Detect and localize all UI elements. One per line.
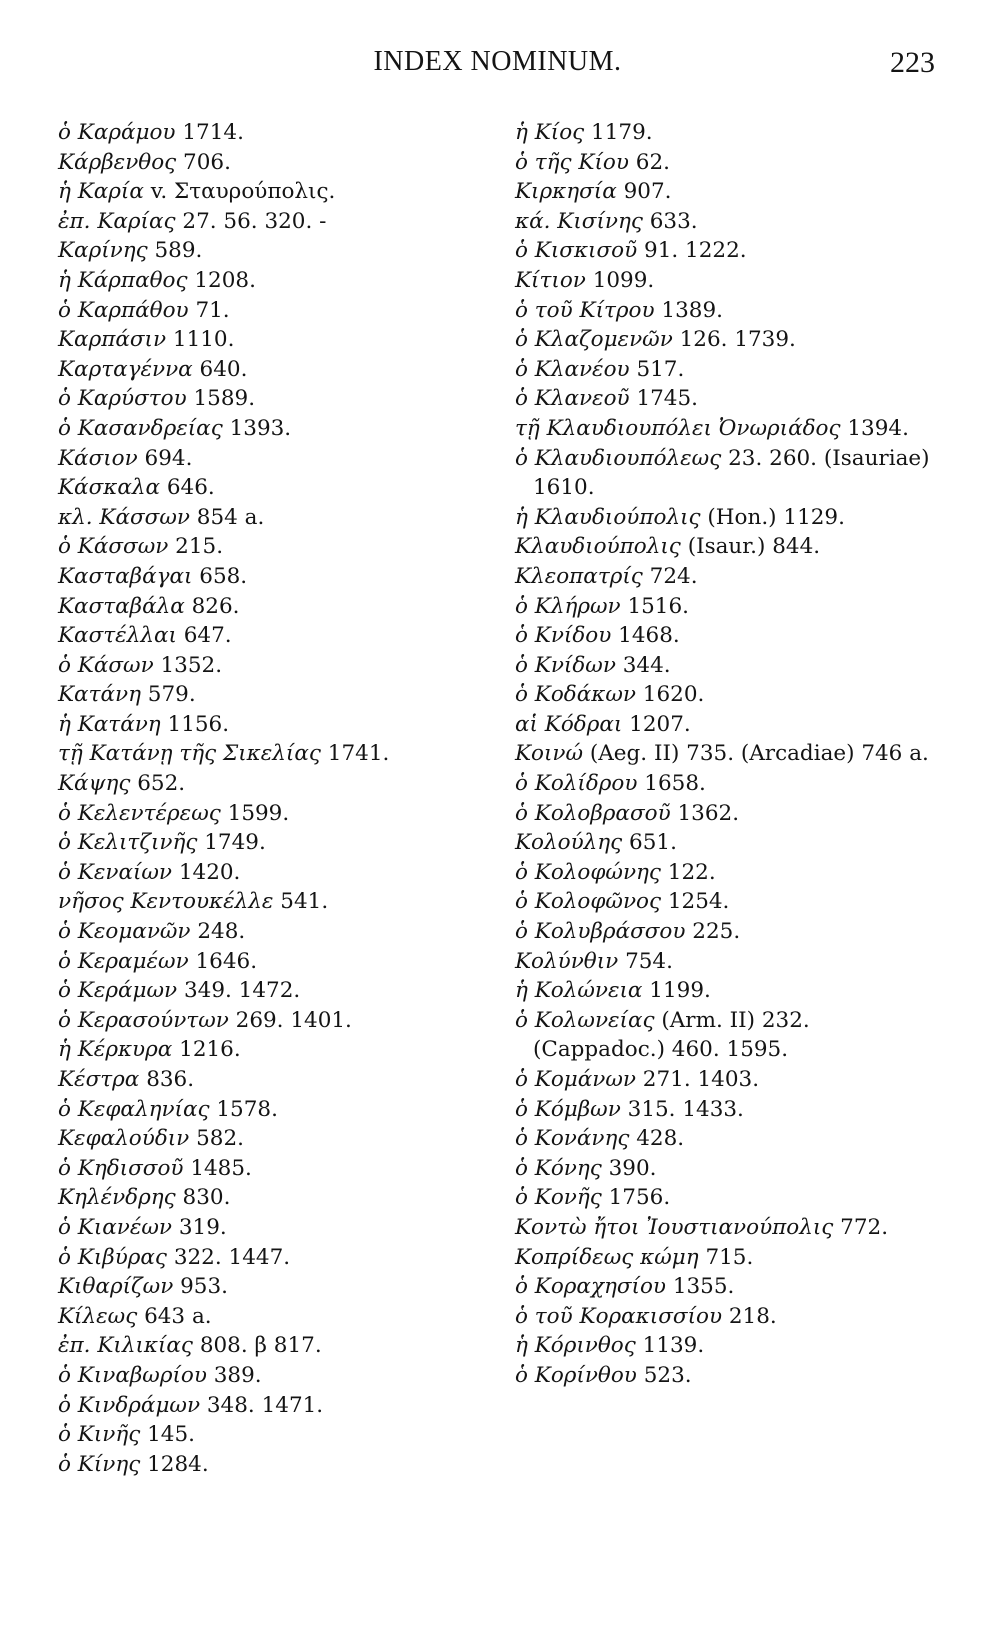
entry-reference: 907. <box>623 179 672 205</box>
entry-reference: 1216. <box>179 1037 241 1063</box>
entry-reference: 1208. <box>194 267 256 293</box>
entry-reference: 248. <box>197 919 246 945</box>
index-entry <box>58 1183 478 1213</box>
index-entry <box>58 1006 478 1036</box>
entry-reference: 1658. <box>644 771 706 797</box>
entry-reference: (Hon.) 1129. <box>707 504 845 530</box>
index-entry <box>58 592 478 622</box>
index-entry <box>515 917 945 947</box>
entry-reference: 1485. <box>190 1155 252 1181</box>
entry-name: ὁ Κνίδου <box>515 623 612 649</box>
index-entry <box>58 947 478 977</box>
entry-reference: 715. <box>705 1244 754 1270</box>
entry-reference: 218. <box>728 1303 777 1329</box>
entry-name: ὁ Καρύστου <box>58 386 187 412</box>
entry-reference: 1254. <box>667 889 730 915</box>
index-entry <box>58 118 478 148</box>
entry-reference: 1362. <box>677 800 740 826</box>
index-entry <box>515 828 945 858</box>
entry-name: Κιρκησία <box>515 179 617 205</box>
entry-name: ὁ Κολοφώνης <box>515 859 661 885</box>
entry-reference: 1516. <box>627 593 689 619</box>
entry-reference: (Arm. II) 232. (Cappadoc.) 460. 1595. <box>533 1007 810 1063</box>
entry-name: Κίτιον <box>515 267 586 293</box>
running-title: INDEX NOMINUM. <box>373 46 622 77</box>
entry-reference: 62. <box>635 149 670 175</box>
index-entry <box>515 1065 945 1095</box>
entry-name: ὁ Κόμβων <box>515 1096 621 1122</box>
index-entry <box>515 1331 945 1361</box>
entry-reference: 349. 1472. <box>183 978 301 1004</box>
entry-reference: 517. <box>636 356 685 382</box>
entry-reference: 322. 1447. <box>173 1244 291 1270</box>
entry-name: ἐπ. Καρίας <box>58 208 176 234</box>
entry-reference: 71. <box>195 297 230 323</box>
index-entry <box>58 296 478 326</box>
index-entry <box>515 177 945 207</box>
entry-reference: 724. <box>649 563 698 589</box>
entry-name: ὁ Κελεντέρεως <box>58 800 221 826</box>
index-entry <box>515 325 945 355</box>
index-entry <box>515 207 945 237</box>
entry-reference: 808. β 817. <box>199 1333 322 1359</box>
entry-reference: 772. <box>840 1214 889 1240</box>
index-entry <box>515 1361 945 1391</box>
entry-name: Καρίνης <box>58 238 148 264</box>
entry-name: κλ. Κάσσων <box>58 504 190 530</box>
entry-reference: 27. 56. 320. - <box>182 208 327 234</box>
entry-reference: 1110. <box>172 327 235 353</box>
entry-name: ὁ Κολυβράσσου <box>515 919 686 945</box>
entry-name: Κοπρίδεως κώμη <box>515 1244 699 1270</box>
entry-name: ὁ Κονάνης <box>515 1126 630 1152</box>
entry-name: ὁ Κολοφῶνος <box>515 889 661 915</box>
index-entry <box>58 710 478 740</box>
entry-name: ὁ Κλανεοῦ <box>515 386 630 412</box>
entry-reference: 1199. <box>649 978 711 1004</box>
entry-name: ὁ Κλανέου <box>515 356 630 382</box>
entry-name: ὁ Κεομανῶν <box>58 919 191 945</box>
entry-reference: 1139. <box>642 1333 705 1359</box>
index-entry <box>58 503 478 533</box>
entry-name: ἡ Κέρκυρα <box>58 1037 173 1063</box>
entry-name: τῇ Κλαυδιουπόλει Ὀνωριάδος <box>515 415 841 441</box>
entry-reference: 643 a. <box>144 1303 212 1329</box>
index-entry <box>515 266 945 296</box>
entry-reference: 854 a. <box>196 504 265 530</box>
entry-name: ὁ Κάσων <box>58 652 154 678</box>
index-entry <box>515 1006 945 1065</box>
entry-name: Κιθαρίζων <box>58 1274 174 1300</box>
index-entry <box>58 1450 478 1480</box>
entry-reference: 1394. <box>847 415 909 441</box>
entry-reference: 706. <box>183 149 231 175</box>
entry-name: ὁ Κεφαληνίας <box>58 1096 210 1122</box>
entry-reference: v. Σταυρούπολις. <box>150 179 336 205</box>
entry-reference: 953. <box>180 1274 228 1300</box>
index-entry <box>515 1095 945 1125</box>
index-entry <box>515 532 945 562</box>
entry-reference: 646. <box>166 475 215 501</box>
index-entry <box>58 532 478 562</box>
entry-name: ὁ Κονῆς <box>515 1185 602 1211</box>
entry-reference: 1749. <box>204 830 266 856</box>
index-column-right <box>515 118 945 1391</box>
index-entry <box>58 355 478 385</box>
entry-reference: 344. <box>622 652 671 678</box>
index-entry <box>515 710 945 740</box>
entry-name: ὁ Κάσσων <box>58 534 169 560</box>
entry-name: Κασταβάγαι <box>58 563 193 589</box>
index-entry <box>58 1243 478 1273</box>
entry-reference: 830. <box>182 1185 231 1211</box>
index-entry <box>515 799 945 829</box>
entry-name: ὁ Κιναβωρίου <box>58 1362 207 1388</box>
index-entry <box>58 325 478 355</box>
entry-name: ὁ Κολίδρου <box>515 771 638 797</box>
entry-name: ἐπ. Κιλικίας <box>58 1333 193 1359</box>
index-entry <box>58 414 478 444</box>
index-entry <box>58 828 478 858</box>
entry-name: Κηλένδρης <box>58 1185 176 1211</box>
entry-reference: 1352. <box>160 652 223 678</box>
index-entry <box>515 1243 945 1273</box>
entry-reference: 1620. <box>642 682 705 708</box>
index-entry <box>515 1213 945 1243</box>
entry-name: Κίλεως <box>58 1303 138 1329</box>
index-entry <box>515 236 945 266</box>
index-entry <box>515 887 945 917</box>
entry-name: ὁ Κινδράμων <box>58 1392 201 1418</box>
entry-name: Κοντὼ ἤτοι Ἰουστιανούπολις <box>515 1214 834 1240</box>
entry-name: ἡ Κλαυδιούπολις <box>515 504 701 530</box>
entry-reference: (Isaur.) 844. <box>687 534 821 560</box>
entry-name: ὁ Κηδισσοῦ <box>58 1155 184 1181</box>
index-entry <box>515 592 945 622</box>
entry-name: ὁ Κισκισοῦ <box>515 238 638 264</box>
index-entry <box>58 444 478 474</box>
entry-name: ἡ Κάρπαθος <box>58 267 188 293</box>
entry-reference: 1714. <box>182 120 244 145</box>
entry-name: Κατάνη <box>58 682 141 708</box>
entry-reference: 1284. <box>147 1451 209 1477</box>
entry-reference: 647. <box>183 623 232 649</box>
index-entry <box>58 1213 478 1243</box>
entry-name: ὁ Κνίδων <box>515 652 616 678</box>
index-entry <box>58 1302 478 1332</box>
entry-name: ὁ Κλαζομενῶν <box>515 327 673 353</box>
entry-reference: 269. 1401. <box>235 1007 352 1033</box>
entry-reference: 126. 1739. <box>679 327 796 353</box>
entry-reference: 1599. <box>227 800 290 826</box>
index-entry <box>58 1154 478 1184</box>
index-entry <box>515 739 945 769</box>
page-header <box>60 46 935 86</box>
index-entry <box>58 1065 478 1095</box>
entry-reference: 1156. <box>167 711 230 737</box>
index-entry <box>515 503 945 533</box>
index-entry <box>58 739 478 769</box>
entry-reference: 390. <box>608 1155 657 1181</box>
index-entry <box>515 148 945 178</box>
index-entry <box>515 1302 945 1332</box>
index-entry <box>515 769 945 799</box>
entry-name: Καστέλλαι <box>58 623 177 649</box>
entry-reference: 225. <box>692 919 741 945</box>
entry-reference: 1393. <box>229 415 292 441</box>
index-entry <box>58 1272 478 1302</box>
index-entry <box>515 118 945 148</box>
index-entry <box>515 444 945 503</box>
index-entry <box>58 1391 478 1421</box>
index-entry <box>58 562 478 592</box>
entry-reference: 145. <box>147 1422 195 1448</box>
entry-reference: 589. <box>154 238 203 264</box>
entry-reference: 348. 1471. <box>206 1392 324 1418</box>
entry-reference: 1578. <box>216 1096 278 1122</box>
entry-name: Κάσκαλα <box>58 475 161 501</box>
index-entry <box>58 1331 478 1361</box>
entry-reference: 1420. <box>178 859 241 885</box>
entry-name: ὁ Κολοβρασοῦ <box>515 800 671 826</box>
entry-name: ὁ τῆς Κίου <box>515 149 629 175</box>
entry-name: ὁ Κομάνων <box>515 1067 636 1092</box>
entry-name: Κάψης <box>58 771 131 797</box>
index-entry <box>58 799 478 829</box>
entry-reference: 1179. <box>591 120 653 145</box>
index-entry <box>58 976 478 1006</box>
index-entry <box>515 651 945 681</box>
entry-name: Καρταγέννα <box>58 356 193 382</box>
index-entry <box>58 1095 478 1125</box>
entry-name: αἱ Κόδραι <box>515 711 623 737</box>
index-entry <box>58 148 478 178</box>
entry-name: ὁ Κορίνθου <box>515 1362 637 1388</box>
entry-reference: 1589. <box>193 386 256 412</box>
entry-name: ἡ Κόρινθος <box>515 1333 636 1359</box>
index-entry <box>58 680 478 710</box>
index-entry <box>515 621 945 651</box>
entry-name: ὁ τοῦ Κορακισσίου <box>515 1303 723 1329</box>
entry-name: ὁ Κελιτζινῆς <box>58 830 198 856</box>
entry-reference: 826. <box>191 593 240 619</box>
entry-name: τῇ Κατάνῃ τῆς Σικελίας <box>58 741 321 767</box>
index-entry <box>58 266 478 296</box>
entry-name: Κάσιον <box>58 445 138 471</box>
index-entry <box>58 177 478 207</box>
entry-name: ἡ Κίος <box>515 120 585 145</box>
index-entry <box>515 976 945 1006</box>
entry-name: ὁ Κινῆς <box>58 1422 141 1448</box>
entry-reference: 582. <box>196 1126 244 1152</box>
entry-name: ἡ Κολώνεια <box>515 978 643 1004</box>
entry-name: Κασταβάλα <box>58 593 185 619</box>
entry-reference: 640. <box>199 356 248 382</box>
entry-reference: 91. 1222. <box>644 238 747 264</box>
index-entry <box>515 296 945 326</box>
entry-reference: 1355. <box>672 1274 735 1300</box>
index-entry <box>58 207 478 237</box>
index-entry <box>58 384 478 414</box>
index-entry <box>515 1272 945 1302</box>
index-entry <box>515 414 945 444</box>
index-entry <box>515 1124 945 1154</box>
index-entry <box>515 858 945 888</box>
entry-reference: 523. <box>643 1362 692 1388</box>
index-entry <box>58 621 478 651</box>
index-entry <box>58 1035 478 1065</box>
index-column-left <box>58 118 478 1479</box>
entry-name: ὁ Κασανδρείας <box>58 415 223 441</box>
entry-reference: 694. <box>144 445 193 471</box>
entry-name: νῆσος Κεντουκέλλε <box>58 889 274 915</box>
entry-reference: 1646. <box>195 948 258 974</box>
index-entry <box>58 887 478 917</box>
entry-name: ὁ Κοδάκων <box>515 682 636 708</box>
entry-name: ὁ Καράμου <box>58 120 176 145</box>
index-entry <box>58 769 478 799</box>
entry-name: Κεφαλούδιν <box>58 1126 190 1152</box>
entry-reference: 658. <box>199 563 248 589</box>
entry-name: ὁ Κεραμέων <box>58 948 189 974</box>
index-entry <box>515 384 945 414</box>
entry-name: Κολύνθιν <box>515 948 619 974</box>
entry-reference: 428. <box>636 1126 685 1152</box>
entry-reference: 1099. <box>592 267 655 293</box>
index-entry <box>515 355 945 385</box>
entry-reference: 319. <box>178 1214 227 1240</box>
entry-reference: 836. <box>146 1067 195 1092</box>
entry-reference: 652. <box>137 771 186 797</box>
entry-reference: 754. <box>625 948 673 974</box>
index-entry <box>515 680 945 710</box>
index-entry <box>58 651 478 681</box>
entry-name: ὁ Κεράμων <box>58 978 178 1004</box>
entry-reference: 1468. <box>618 623 680 649</box>
entry-name: Κέστρα <box>58 1067 140 1092</box>
entry-name: Κλεοπατρίς <box>515 563 643 589</box>
entry-reference: 215. <box>175 534 224 560</box>
entry-reference: 1389. <box>661 297 723 323</box>
entry-name: κά. Κισίνης <box>515 208 643 234</box>
index-entry <box>58 1124 478 1154</box>
entry-name: ὁ Καρπάθου <box>58 297 189 323</box>
index-entry <box>58 1420 478 1450</box>
entry-name: Καρπάσιν <box>58 327 167 353</box>
entry-reference: 1756. <box>608 1185 671 1211</box>
entry-name: Κοινώ <box>515 741 584 767</box>
entry-name: ὁ Κεναίων <box>58 859 172 885</box>
entry-reference: 1745. <box>636 386 699 412</box>
index-entry <box>515 1183 945 1213</box>
index-entry <box>58 236 478 266</box>
entry-reference: 579. <box>147 682 196 708</box>
index-entry <box>58 917 478 947</box>
index-entry <box>515 947 945 977</box>
entry-reference: 315. 1433. <box>627 1096 744 1122</box>
entry-reference: 122. <box>667 859 716 885</box>
index-entry <box>58 858 478 888</box>
entry-reference: 389. <box>213 1362 262 1388</box>
entry-name: ὁ Κλαυδιουπόλεως <box>515 445 722 471</box>
entry-reference: 651. <box>629 830 677 856</box>
entry-name: ὁ Κόνης <box>515 1155 602 1181</box>
index-entry <box>515 1154 945 1184</box>
entry-name: Κολούλης <box>515 830 623 856</box>
page-number: 223 <box>890 46 935 79</box>
entry-reference: (Aeg. II) 735. (Arcadiae) 746 a. <box>589 741 929 767</box>
entry-name: ἡ Κατάνη <box>58 711 161 737</box>
entry-name: ἡ Καρία <box>58 179 144 205</box>
entry-name: ὁ τοῦ Κίτρου <box>515 297 655 323</box>
entry-name: ὁ Κιβύρας <box>58 1244 167 1270</box>
entry-name: Κλαυδιούπολις <box>515 534 681 560</box>
entry-name: Κάρβενθος <box>58 149 177 175</box>
index-entry <box>58 1361 478 1391</box>
entry-reference: 23. 260. (Isauriae) 1610. <box>533 445 930 501</box>
entry-name: ὁ Κολωνείας <box>515 1007 655 1033</box>
entry-name: ὁ Κερασούντων <box>58 1007 229 1033</box>
entry-name: ὁ Κοραχησίου <box>515 1274 666 1300</box>
entry-name: ὁ Κιανέων <box>58 1214 172 1240</box>
entry-name: ὁ Κίνης <box>58 1451 141 1477</box>
entry-reference: 541. <box>280 889 329 915</box>
index-entry <box>515 562 945 592</box>
entry-reference: 1207. <box>629 711 691 737</box>
entry-name: ὁ Κλήρων <box>515 593 621 619</box>
entry-reference: 633. <box>649 208 698 234</box>
index-entry <box>58 473 478 503</box>
entry-reference: 271. 1403. <box>642 1067 760 1092</box>
entry-reference: 1741. <box>327 741 390 767</box>
